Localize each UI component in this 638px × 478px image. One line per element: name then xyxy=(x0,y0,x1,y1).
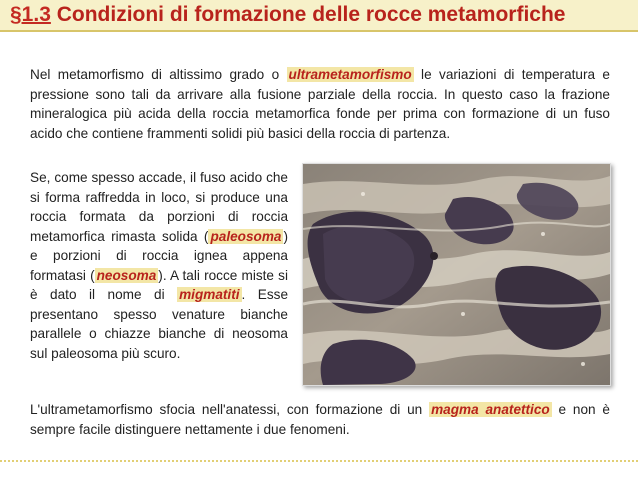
paragraph1-text-before: Nel metamorfismo di altissimo grado o xyxy=(30,67,287,82)
paragraph2-part4: . Esse presentano spesso venature bianche parallele o chiazze bianche di neosoma sul paleosoma più scuro. xyxy=(30,287,289,361)
section-number: §1.3 xyxy=(10,3,51,26)
paragraph1-text-after: le variazioni di temperatura e pressione sono tali da arrivare alla fusione parziale della roccia. In questo caso la frazione mineralogica più acida della roccia metamorfica fonde per prima con formazione di un fuso acido che contiene frammenti solidi più basici della roccia di partenza. xyxy=(30,67,610,141)
term-paleosoma: paleosoma xyxy=(210,228,282,244)
paragraph2-part1: Se, come spesso accade, il fuso acido che si forma raffredda in loco, si produce una roccia formata da porzioni di roccia metamorfica rimasta solida ( xyxy=(30,170,288,244)
paragraph-migmatiti xyxy=(30,168,288,363)
paragraph2-part3: ). A tali rocce miste si è dato il nome di xyxy=(30,267,288,302)
paragraph3-text-before: L'ultrametamorfismo sfocia nell'anatessi, con formazione di un xyxy=(30,402,430,417)
title-text: Condizioni di formazione delle rocce metamorfiche xyxy=(50,3,566,26)
paragraph2-part2: ) e porzioni di roccia ignea appena formatasi ( xyxy=(30,228,288,283)
term-neosoma: neosoma xyxy=(96,267,157,283)
paragraph3-text-after: e non è sempre facile distinguere nettamente i due fenomeni. xyxy=(30,402,610,437)
paragraph-ultrametamorfismo xyxy=(30,65,610,143)
migmatite-rock-photo xyxy=(302,163,611,386)
title-bar xyxy=(0,0,638,32)
term-ultrametamorfismo: ultrametamorfismo xyxy=(288,67,412,82)
term-magma-anatettico: magma anatettico xyxy=(431,402,550,417)
paragraph-anatessi xyxy=(30,400,610,439)
bottom-divider xyxy=(0,460,638,462)
term-migmatiti: migmatiti xyxy=(179,287,240,302)
page-title xyxy=(10,2,565,28)
